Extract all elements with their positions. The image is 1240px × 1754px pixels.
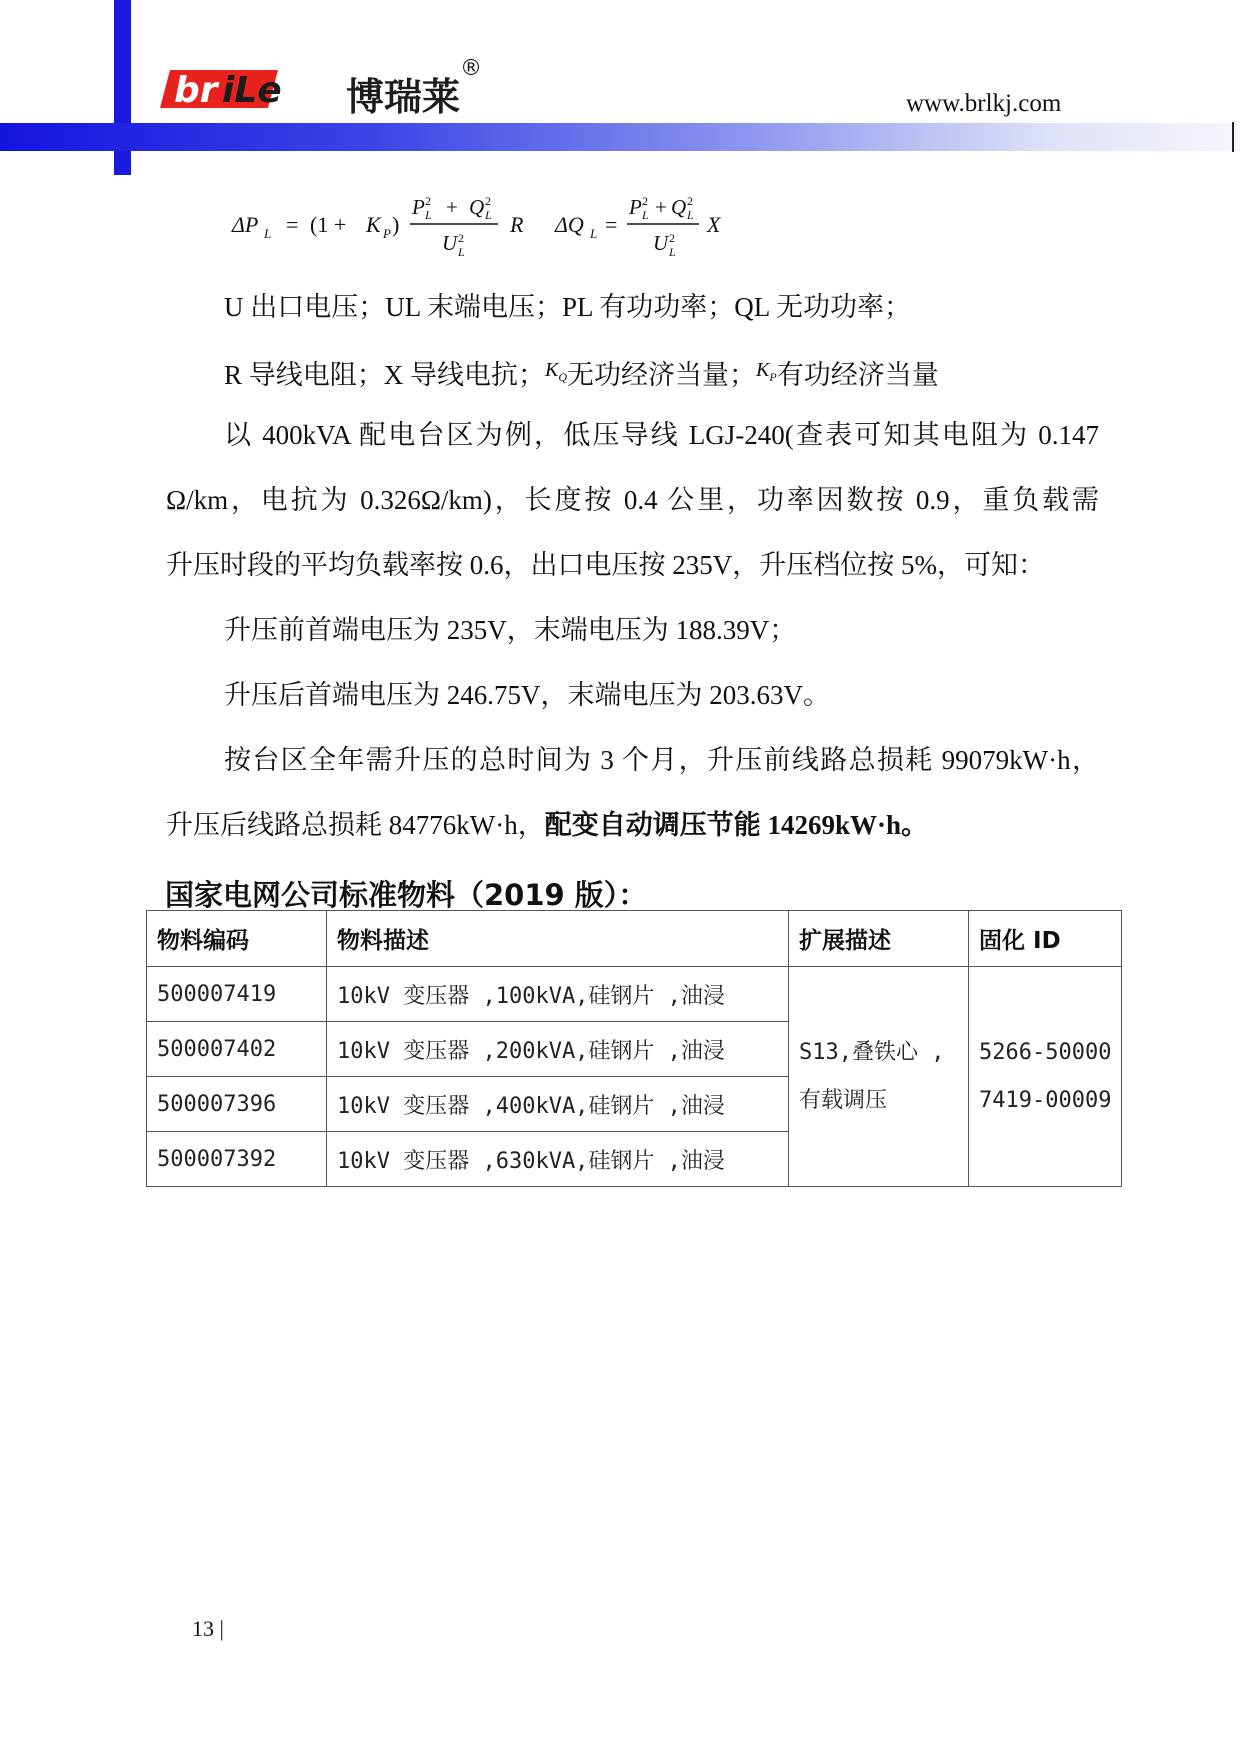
svg-text:L: L [687, 208, 694, 222]
delta-p-lhs: ΔP [232, 212, 259, 237]
kp-symbol: KP [756, 359, 777, 384]
material-desc: 10kV 变压器 ,100kVA,硅钢片 ,油浸 [327, 967, 789, 1022]
svg-text:U: U [442, 231, 458, 255]
material-desc: 10kV 变压器 ,630kVA,硅钢片 ,油浸 [327, 1132, 789, 1187]
svg-text:2: 2 [669, 231, 675, 245]
svg-text:R: R [510, 212, 524, 237]
svg-text:=: = [605, 212, 618, 237]
definitions-line-1: U 出口电压；UL 末端电压；PL 有功功率；QL 无功功率； [224, 292, 911, 322]
svg-text:2: 2 [687, 194, 693, 208]
table-row [147, 967, 1122, 1022]
extended-desc-line-1: S13,叠铁心 , [799, 1039, 945, 1065]
svg-text:2: 2 [642, 194, 648, 208]
svg-text:2: 2 [458, 231, 464, 245]
formula-delta-q [555, 188, 755, 266]
material-code: 500007419 [147, 967, 327, 1022]
material-code: 500007402 [147, 1022, 327, 1077]
paragraph-1-line-1: 以 400kVA 配电台区为例，低压导线 LGJ-240(查表可知其电阻为 0.147 [224, 420, 1099, 450]
definitions-line-2-text-a: R 导线电阻；X 导线电抗； [224, 360, 546, 390]
header-material-desc: 物料描述 [327, 911, 789, 967]
svg-text:L: L [485, 208, 492, 222]
svg-text:): ) [392, 212, 400, 237]
paragraph-1-line-3: 升压时段的平均负载率按 0.6，出口电压按 235V，升压档位按 5%，可知： [166, 550, 1045, 580]
paragraph-3: 升压后首端电压为 246.75V，末端电压为 203.63V。 [224, 680, 830, 710]
svg-text:L: L [669, 245, 676, 259]
svg-text:2: 2 [425, 194, 431, 208]
svg-text:K: K [366, 212, 381, 237]
svg-text:=: = [286, 212, 299, 237]
svg-text:+: + [655, 195, 667, 219]
brand-logo-graphic [160, 68, 352, 110]
paragraph-4-text: 升压后线路总损耗 84776kW·h， [166, 810, 545, 840]
svg-text:(1 +: (1 + [310, 212, 347, 237]
paragraph-1-line-2: Ω/km，电抗为 0.326Ω/km)，长度按 0.4 公里，功率因数按 0.9，重负载需 [166, 485, 1099, 515]
svg-text:P: P [383, 226, 391, 241]
svg-text:Q: Q [469, 195, 485, 219]
brand-logo [160, 68, 352, 110]
registered-mark: ® [460, 56, 482, 81]
extended-desc-cell [789, 967, 969, 1187]
fixed-id-line-2: 7419-00009 [979, 1087, 1112, 1113]
svg-text:L: L [425, 208, 432, 222]
svg-text:P: P [629, 195, 642, 219]
header-extended-desc: 扩展描述 [789, 911, 969, 967]
paragraph-4-line-1: 按台区全年需升压的总时间为 3 个月，升压前线路总损耗 99079kW·h， [224, 745, 1099, 775]
website-url[interactable]: www.brlkj.com [906, 90, 1062, 117]
extended-desc-line-2: 有载调压 [799, 1087, 888, 1113]
brand-name-cn: 博瑞莱 [346, 75, 461, 119]
delta-q-lhs: ΔQ [555, 212, 584, 237]
svg-text:L: L [458, 245, 465, 259]
kq-symbol: KQ [545, 359, 568, 384]
paragraph-2: 升压前首端电压为 235V，末端电压为 188.39V； [224, 615, 797, 645]
page-number: 13 | [192, 1616, 224, 1641]
svg-text:+: + [446, 195, 458, 219]
materials-table [146, 910, 1122, 1187]
material-code: 500007392 [147, 1132, 327, 1187]
svg-text:Q: Q [671, 195, 687, 219]
material-desc: 10kV 变压器 ,400kVA,硅钢片 ,油浸 [327, 1077, 789, 1132]
material-desc: 10kV 变压器 ,200kVA,硅钢片 ,油浸 [327, 1022, 789, 1077]
fixed-id-cell [969, 967, 1122, 1187]
header-fixed-id: 固化 ID [969, 911, 1122, 967]
formula-delta-q-svg [555, 188, 755, 266]
svg-text:br: br [174, 70, 218, 110]
svg-text:X: X [707, 212, 721, 237]
header-material-code: 物料编码 [147, 911, 327, 967]
definitions-line-2-text-b: 无功经济当量； [567, 360, 757, 390]
energy-saving-highlight: 配变自动调压节能 14269kW·h。 [544, 810, 929, 840]
section-title: 国家电网公司标准物料（2019 版）： [165, 878, 648, 912]
definitions-line-2 [224, 359, 939, 391]
formula-delta-p [232, 188, 532, 266]
table-header-row [147, 911, 1122, 967]
header-right-tick [1232, 122, 1234, 152]
fixed-id-line-1: 5266-50000 [979, 1039, 1112, 1065]
svg-text:iLe: iLe [222, 70, 282, 110]
header-gradient-band [0, 123, 1240, 151]
svg-text:L: L [590, 226, 598, 241]
formula-delta-p-svg [232, 188, 532, 266]
paragraph-4-line-2 [166, 812, 928, 839]
svg-text:P: P [412, 195, 425, 219]
svg-text:2: 2 [485, 194, 491, 208]
svg-text:U: U [653, 231, 669, 255]
material-code: 500007396 [147, 1077, 327, 1132]
svg-text:L: L [642, 208, 649, 222]
definitions-line-2-text-c: 有功经济当量 [776, 360, 939, 390]
svg-text:L: L [264, 226, 272, 241]
